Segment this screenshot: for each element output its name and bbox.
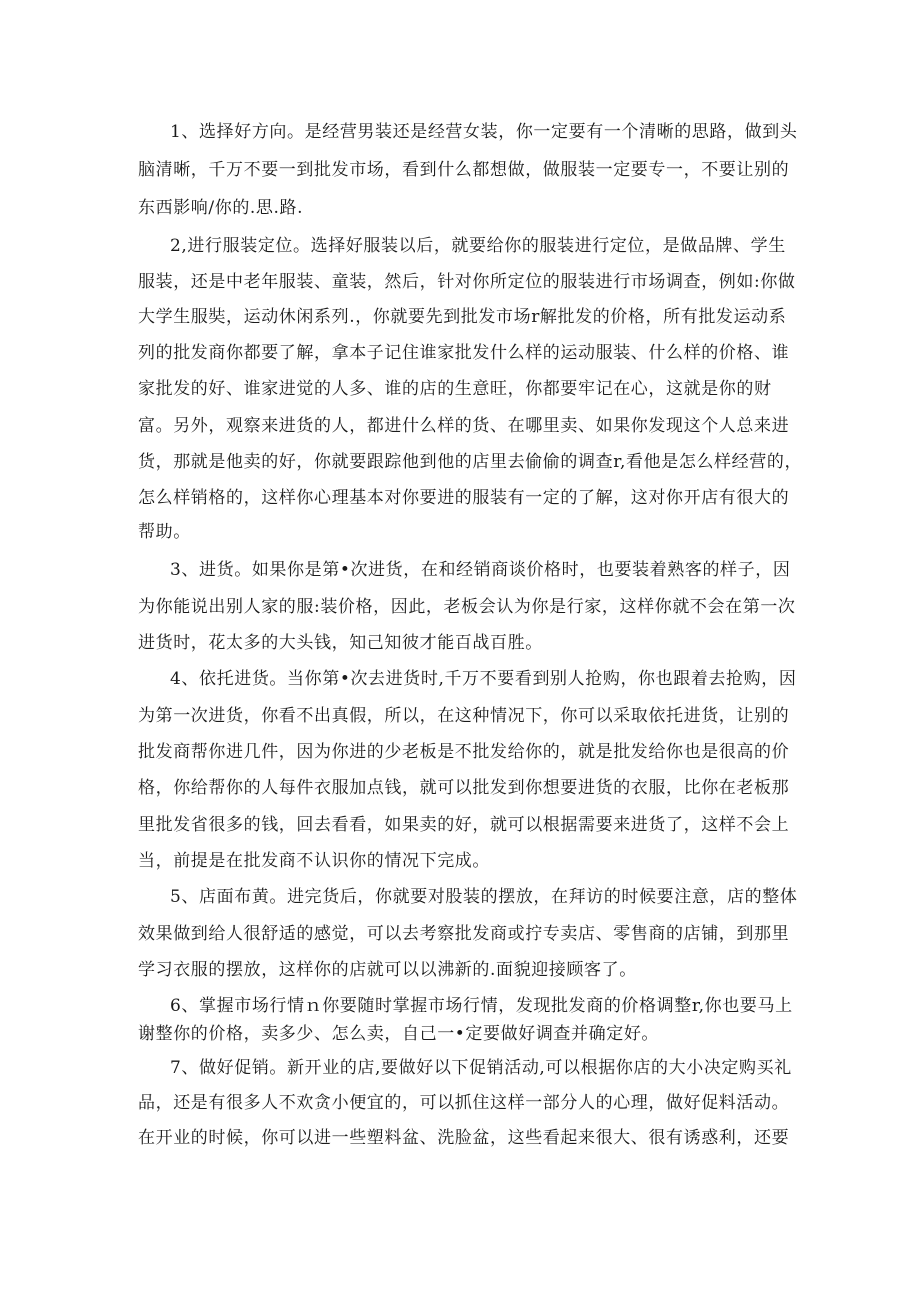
paragraph-line: 谢整你的价格，卖多少、怎么卖，自己一•定要做好调查并确定好。 xyxy=(138,1024,660,1044)
paragraph-line: 当，前提是在批发商不认识你的情况下完成。 xyxy=(138,851,490,871)
paragraph-line: 怎么样销格的，这样你心理基本对你要进的服装有一定的了解，这对你开店有很大的 xyxy=(138,488,790,508)
paragraph-line: 格，你给帮你的人每件衣服加点钱，就可以批发到你想要进货的衣服，比你在老板那 xyxy=(138,778,790,798)
paragraph-line: 列的批发商你都要了解，拿本子记住谁家批发什么样的运动服装、什么样的价格、谁 xyxy=(138,343,790,363)
paragraph-line: 里批发省很多的钱，回去看看，如果卖的好，就可以根据需要来进货了，这样不会上 xyxy=(138,815,790,835)
paragraph-line: 批发商帮你进几件，因为你进的少老板是不批发给你的，就是批发给你也是很高的价 xyxy=(138,742,790,762)
paragraph-line: 服装，还是中老年服装、童装，然后，针对你所定位的服装进行市场调查，例如:你做 xyxy=(138,272,796,292)
paragraph-line: 进货时，花太多的大头钱，知己知彼才能百战百胜。 xyxy=(138,633,543,653)
paragraph-line: 3、进货。如果你是第•次进货，在和经销商谈价格时，也要装着熟客的样子，因 xyxy=(170,560,791,580)
paragraph-line: 家批发的好、谁家进觉的人多、谁的店的生意旺，你都要牢记在心，这就是你的财 xyxy=(138,379,772,399)
paragraph-line: 脑清晰，千万不要一到批发市场，看到什么都想做，做服装一定要专一，不要让别的 xyxy=(138,160,790,180)
paragraph-line: 品，还是有很多人不欢贪小便宜的，可以抓住这样一部分人的心理，做好促料活动。 xyxy=(138,1093,790,1113)
paragraph-line: 2,进行服装定位。选择好服装以后，就要给你的服装进行定位，是做品牌、学生 xyxy=(170,236,786,256)
paragraph-line: 1、选择好方向。是经营男装还是经营女装，你一定要有一个清晰的思路，做到头 xyxy=(170,122,798,142)
paragraph-line: 帮助。 xyxy=(138,522,191,542)
paragraph-line: 为你能说出别人家的服:装价格，因此，老板会认为你是行家，这样你就不会在第一次 xyxy=(138,597,796,617)
paragraph-line: 货，那就是他卖的好，你就要跟踪他到他的店里去偷偷的调查r,看他是怎么样经营的， xyxy=(138,452,803,472)
paragraph-line: 7、做好促销。新开业的店,要做好以下促销活动,可以根据你店的大小决定购买礼 xyxy=(170,1058,792,1078)
paragraph-line: 4、依托进货。当你第•次去进货时,千万不要看到别人抢购，你也跟着去抢购，因 xyxy=(170,669,797,689)
paragraph-line: 富。另外，观察来进货的人，都进什么样的货、在哪里卖、如果你发现这个人总来进 xyxy=(138,416,790,436)
paragraph-line: 为第一次进货，你看不出真假，所以，在这种情况下，你可以采取依托进货，让别的 xyxy=(138,706,790,726)
paragraph-line: 在开业的时候，你可以进一些塑料盆、洗脸盆，这些看起来很大、很有诱惑利，还要 xyxy=(138,1128,790,1148)
paragraph-line: 6、掌握市场行情ｎ你要随时掌握市场行情，发现批发商的价格调整r,你也要马上 xyxy=(170,996,793,1016)
paragraph-line: 效果做到给人很舒适的感觉，可以去考察批发商或拧专卖店、零售商的店铺，到那里 xyxy=(138,924,790,944)
paragraph-line: 大学生服奘，运动休闲系列.，你就要先到批发市场r解批发的价格，所有批发运动系 xyxy=(138,307,787,327)
paragraph-line: 学习衣服的摆放，这样你的店就可以以沸新的.面貌迎接顾客了。 xyxy=(138,960,637,980)
paragraph-line: 5、店面布黄。进完货后，你就要对股装的摆放，在拜访的时候要注意，店的整体 xyxy=(170,887,798,907)
paragraph-line: 东西影响/你的.思.路. xyxy=(138,198,304,218)
